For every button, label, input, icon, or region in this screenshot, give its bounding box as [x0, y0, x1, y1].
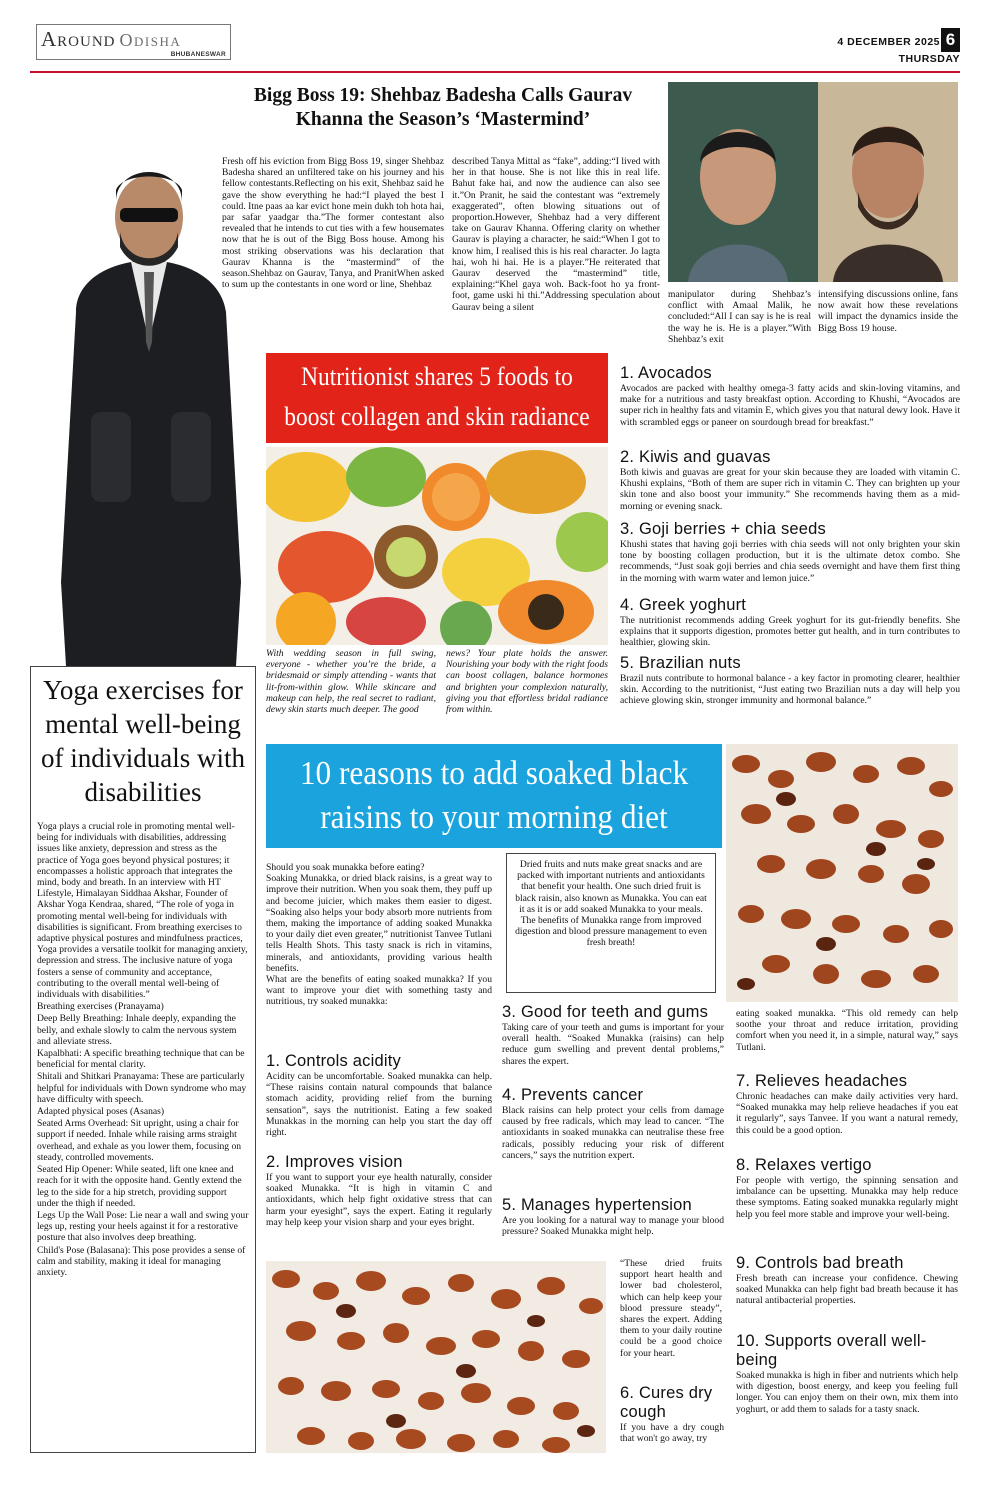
- raisins-item-vision: [266, 1153, 492, 1257]
- nutrition-intro-col1: With wedding season in full swing, everyone - whether you’re the bride, a bridesmaid or simply attending - wants that lit-from-within glow. While skincare and makeup can help, the real secret to radiant, dewy skin starts much deeper. The good: [266, 648, 436, 716]
- yoga-paragraph: Seated Arms Overhead: Sit upright, using a chair for support if needed. Inhale while raising arms straight overhead, and exhale as you lower them, focusing on steady, controlled movements.: [37, 1118, 242, 1163]
- raisins-item-wellbeing: [736, 1332, 958, 1454]
- bigg-boss-col3: manipulator during Shehbaz’s conflict with Amaal Malik, he concluded:“All I can say is he is real the way he is. He is a player.”With Shehbaz’s exit: [668, 289, 811, 345]
- raisins-boxed-intro: Dried fruits and nuts make great snacks and are packed with important nutrients and antioxidants that benefit your health. One such dried fruit is black raisin, also known as Munakka. You can eat it as it is or add soaked Munakka to your meals. The benefits of Munakka range from improved digestion and blood pressure management to even fresh breath!: [506, 853, 716, 993]
- yoga-paragraph: Deep Belly Breathing: Inhale deeply, expanding the belly, and exhale slowly to calm the nervous system and alleviate stress.: [37, 1013, 237, 1047]
- nutrition-item-kiwis: [620, 448, 960, 520]
- nutrition-item-avocados: [620, 364, 960, 448]
- nutrition-banner-line2: boost collagen and skin radiance: [284, 402, 590, 431]
- yoga-subhead: Adapted physical poses (Asanas): [37, 1106, 165, 1118]
- nutrition-item-body: Avocados are packed with healthy omega-3 fatty acids and skin-loving vitamins, and make for a nutritious and tasty breakfast option. According to Khushi, “Avocados are super rich in healthy fats and vitamin E, which gives you that natural dewy look. Have it with scrambled eggs or paneer on sourdough bread for breakfast.”: [620, 383, 960, 428]
- bigg-boss-col4: intensifying discussions online, fans now await how these revelations will impact the dynamics inside the Bigg Boss 19 house.: [818, 289, 958, 334]
- raisins-item-title: 3. Good for teeth and gums: [502, 1003, 709, 1021]
- raisins-hypertension-cont: “These dried fruits support heart health and lower bad cholesterol, which can help keep your blood pressure steady”, shares the expert. Adding them to your daily routine could be a good choice for your heart.: [620, 1258, 722, 1359]
- raisins-item-title: 10. Supports overall well-being: [736, 1332, 927, 1369]
- masthead: [30, 20, 960, 75]
- yoga-headline: Yoga exercises for mental well-being of individuals with disabilities: [41, 675, 245, 807]
- issue-weekday: THURSDAY: [898, 53, 960, 65]
- bigg-boss-headline: [226, 84, 660, 132]
- raisins-item-bad-breath: [736, 1254, 958, 1330]
- nutrition-item-yoghurt: [620, 596, 960, 654]
- gaurav-shehbaz-photo: [668, 82, 958, 282]
- issue-date: 4 DECEMBER 2025: [837, 36, 940, 48]
- nutrition-item-brazil: [620, 654, 960, 707]
- nutrition-intro-col2: news? Your plate holds the answer. Nourishing your body with the right foods can boost collagen, balance hormones and brighten your complexion naturally, giving you that effortless bridal radiance from within.: [446, 648, 608, 716]
- raisins-item-body: For people with vertigo, the spinning sensation and imbalance can be upsetting. Munakka may help reduce these symptoms. Eating soaked munakka regularly might help you feel more stable and improve your well-being.: [736, 1175, 958, 1220]
- nutrition-item-title: 4. Greek yoghurt: [620, 596, 747, 614]
- raisins-photo-bottom: [266, 1261, 606, 1453]
- raisins-item-title: 8. Relaxes vertigo: [736, 1156, 872, 1174]
- raisins-item-cough: [620, 1384, 724, 1454]
- raisins-intro-question: Should you soak munakka before eating?: [266, 862, 425, 873]
- raisins-item-body: Chronic headaches can make daily activities very hard. “Soaked munakka may help relieve headaches if you eat it regularly”, says Tanvee. If you want a natural remedy, this could be a good option.: [736, 1091, 958, 1136]
- yoga-subhead: Breathing exercises (Pranayama): [37, 1001, 164, 1013]
- yoga-paragraph: Kapalbhati: A specific breathing technique that can be beneficial for mental clarity.: [37, 1048, 245, 1071]
- raisins-item-title: 1. Controls acidity: [266, 1052, 401, 1070]
- nutrition-items: [620, 364, 960, 740]
- raisins-item-hypertension: [502, 1196, 724, 1252]
- raisins-item-body: Fresh breath can increase your confidence. Chewing soaked Munakka can help fight bad breath because it has natural antibacterial properties.: [736, 1273, 958, 1307]
- masthead-rule: [30, 71, 960, 73]
- brand-main: Around: [41, 27, 116, 51]
- brand-location: BHUBANESWAR: [170, 51, 226, 58]
- raisins-photo-top: [726, 744, 958, 1002]
- raisins-item-body: Are you looking for a natural way to manage your blood pressure? Soaked Munakka might help.: [502, 1215, 724, 1238]
- raisins-intro: [266, 862, 492, 1048]
- raisins-item-body: Taking care of your teeth and gums is important for your overall health. “Soaked Munakka (raisins) can help reduce gum swelling and prevent dental problems,” shares the expert.: [502, 1022, 724, 1067]
- bigg-boss-headline-line1: Bigg Boss 19: Shehbaz Badesha Calls Gaurav: [253, 85, 633, 106]
- raisins-item-title: 4. Prevents cancer: [502, 1086, 644, 1104]
- yoga-paragraph: Seated Hip Opener: While seated, lift one knee and reach for it with the opposite hand. Gently extend the leg to the side for a hip stretch, providing support under the thigh if needed.: [37, 1164, 242, 1209]
- raisins-banner: [266, 744, 722, 848]
- raisins-banner-line1: 10 reasons to add soaked black: [299, 755, 689, 792]
- raisins-item-body: Black raisins can help protect your cells from damage caused by free radicals, which may lead to cancer. “The antioxidants in soaked munakka can neutralise these free radicals, possibly reducing your risk of different cancers,” says the nutrition expert.: [502, 1105, 724, 1161]
- raisins-item-cancer: [502, 1086, 724, 1190]
- nutrition-item-body: The nutritionist recommends adding Greek yoghurt for its gut-friendly benefits. She explains that it supports digestion, promotes better gut health, and in turn contributes to healthier, glowing skin.: [620, 615, 960, 649]
- brand-logo: [36, 24, 231, 60]
- page-number: 6: [941, 28, 960, 52]
- yoga-paragraph: Shitali and Shitkari Pranayama: These are particularly helpful for individuals with Down syndrome who may have difficulty with speech.: [37, 1071, 247, 1105]
- brand-accent: Odisha: [119, 30, 182, 50]
- yoga-paragraph: Child's Pose (Balasana): This pose provides a sense of calm and stability, making it ideal for managing anxiety.: [37, 1244, 246, 1278]
- raisins-item-body: If you have a dry cough that won't go away, try: [620, 1422, 724, 1445]
- nutrition-item-title: 5. Brazilian nuts: [620, 654, 741, 672]
- raisins-intro-paragraph: Soaking Munakka, or dried black raisins, is a great way to improve their nutrition. When you soak them, they puff up and become juicier, which makes them easier to digest. “Soaking also helps your body absorb more nutrients from them, making the importance of adding soaked Munakka to your daily diet even greater,” nutritionist Tanvee Tutlani tells Health Shots. This tasty snack is rich in vitamins, minerals, and antioxidants, providing various health benefits.: [266, 873, 492, 974]
- raisins-item-teeth: [502, 1003, 724, 1083]
- yoga-paragraph: Legs Up the Wall Pose: Lie near a wall and swing your legs up, resting your heels against it for a restorative posture that also involves deep breathing.: [37, 1209, 249, 1244]
- nutrition-item-body: Khushi states that having goji berries with chia seeds will not only brighten your skin tone by boosting collagen production, but it is the ultimate detox combo. She recommends, “Just soak goji berries and chia seeds overnight and have them first thing in the morning with warm water and lemon juice.”: [620, 539, 960, 584]
- raisins-item-title: 5. Manages hypertension: [502, 1196, 692, 1214]
- yoga-paragraph: Yoga plays a crucial role in promoting mental well-being for individuals with disabilities, addressing issues like anxiety, depression and stress as the practice of Yoga goes beyond physical postures; it encompasses a holistic approach that integrates the mind, body and breath. In an interview with HT Lifestyle, Himalayan Siddhaa Akshar, Founder of Akshar Yoga Kendraa, shared, “The role of yoga in promoting mental well-being for individuals with disabilities is significant. From breathing exercises to adaptive physical postures and mindfulness practices, Yoga provides a versatile toolkit for managing anxiety, depression and stress. The inclusive nature of yoga fosters a sense of community and acceptance, contributing to the overall mental well-being of individuals with disabilities.”: [37, 821, 248, 1001]
- nutrition-item-title: 3. Goji berries + chia seeds: [620, 520, 826, 538]
- nutrition-banner-line1: Nutritionist shares 5 foods to: [301, 362, 573, 391]
- bigg-boss-col1: Fresh off his eviction from Bigg Boss 19, singer Shehbaz Badesha shared an unfiltered take on his journey and his fellow contestants.Reflecting on his exit, Shehbaz said he gave the show everything he had:“I played the best I could. Itne paas aa kar evict hone mein dukh toh hota hai, par safar yaadgar tha.”The former contestant also revealed that he intends to cut ties with a few housemates now that he is out of the Bigg Boss house. Among his most striking observations was his declaration that Gaurav Khanna is the “mastermind” of the season.Shehbaz on Gaurav, Tanya, and PranitWhen asked to sum up the contestants in one word or line, Shehbaz: [222, 156, 444, 291]
- raisins-item-title: 7. Relieves headaches: [736, 1072, 908, 1090]
- fruits-photo: [266, 447, 608, 645]
- raisins-item-acidity: [266, 1052, 492, 1152]
- raisins-item-title: 2. Improves vision: [266, 1153, 403, 1171]
- nutrition-item-title: 1. Avocados: [620, 364, 712, 382]
- raisins-intro-paragraph: What are the benefits of eating soaked munakka? If you want to improve your diet with something tasty and nutritious, try soaked munakka:: [266, 974, 492, 1008]
- nutrition-item-body: Both kiwis and guavas are great for your skin because they are loaded with vitamin C. Khushi explains, “Both of them are super rich in vitamin C. They can brighten up your skin tone and also boost your immunity.” She recommends having them as a mid-morning or evening snack.: [620, 467, 960, 512]
- bigg-boss-col2: described Tanya Mittal as “fake”, adding:“I lived with her in that house. She is not like this in real life. Bahut fake hai, and now the audience can also see it.”On Pranit, he said the contestant was “extremely exaggerated”, often blowing situations out of proportion.However, Shehbaz had a very different take on Gaurav Khanna. Offering clarity on whether Gaurav is playing a character, he said:“When I got to know him, I realised this is his real character. Jo lagta hai, woh hi hai. He is a player.”He reiterated that Gaurav deserved the “mastermind” title, explaining:“Khel gaya woh. Back-foot ho ya front-foot, game uski hi thi.”Addressing speculation about Gaurav being a silent: [452, 156, 660, 313]
- raisins-item-vertigo: [736, 1156, 958, 1252]
- yoga-body: [37, 821, 249, 1441]
- bigg-boss-headline-line2: Khanna the Season’s ‘Mastermind’: [295, 109, 591, 130]
- raisins-item-title: 9. Controls bad breath: [736, 1254, 904, 1272]
- raisins-item-body: Soaked munakka is high in fiber and nutrients which help with digestion, boost energy, and keep you feeling full longer. You can enjoy them on their own, mix them into yoghurt, or add them to salads for a tasty snack.: [736, 1370, 958, 1415]
- raisins-cough-cont: eating soaked munakka. “This old remedy can help soothe your throat and reduce irritation, providing comfort when you need it, in a simple, natural way,” says Tutlani.: [736, 1008, 958, 1053]
- raisins-item-headaches: [736, 1072, 958, 1156]
- raisins-item-body: If you want to support your eye health naturally, consider soaked Munakka. “It is high in vitamin C and antioxidants, which help fight oxidative stress that can harm your eyesight”, says the expert. Eating it regularly may help keep your vision sharp and your eyes bright.: [266, 1172, 492, 1228]
- raisins-item-body: Acidity can be uncomfortable. Soaked munakka can help. “These raisins contain natural compounds that balance stomach acidity, providing relief from the burning sensation”, says the nutritionist. Eating a few soaked Munakkas in the morning can help you start the day off right.: [266, 1071, 492, 1139]
- nutrition-item-title: 2. Kiwis and guavas: [620, 448, 771, 466]
- raisins-banner-line2: raisins to your morning diet: [320, 799, 668, 836]
- raisins-item-title: 6. Cures dry cough: [620, 1384, 713, 1421]
- nutrition-item-goji: [620, 520, 960, 596]
- nutrition-banner: [266, 353, 608, 443]
- yoga-box: [30, 666, 256, 1453]
- nutrition-item-body: Brazil nuts contribute to hormonal balance - a key factor in promoting clearer, healthier skin. According to the nutritionist, “Just eating two Brazilian nuts a day will help you achieve glowing skin, stronger immunity and hormonal balance.”: [620, 673, 960, 707]
